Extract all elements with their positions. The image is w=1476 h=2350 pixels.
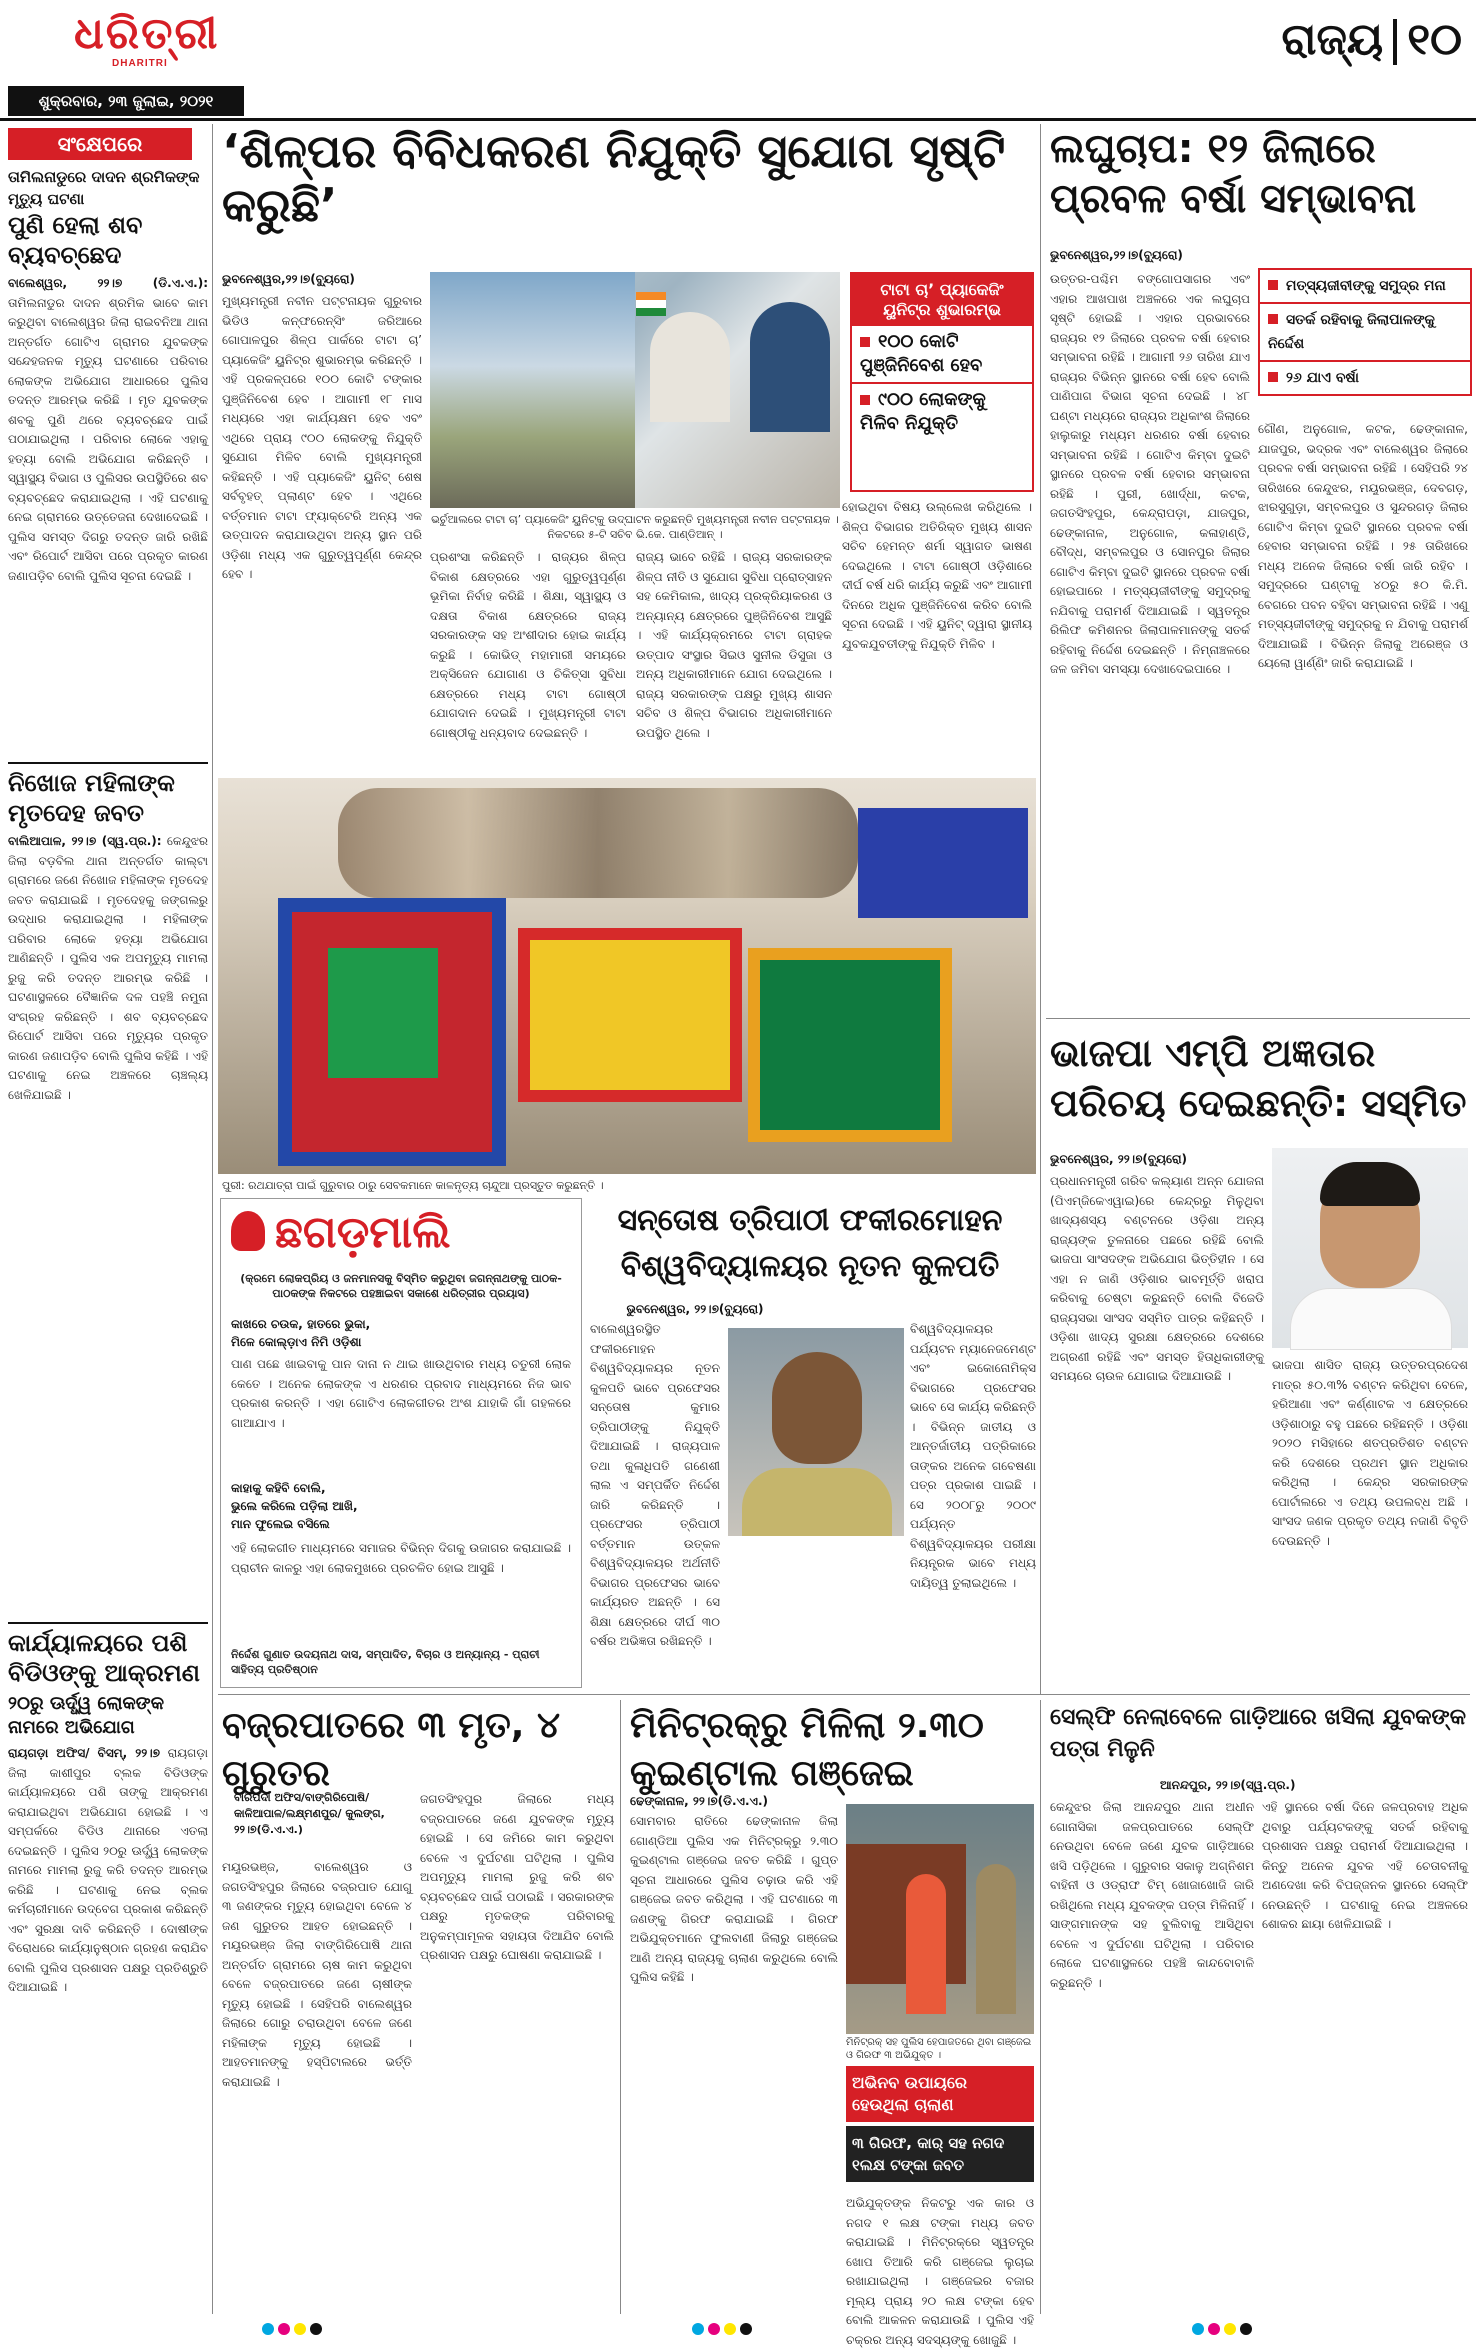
vc-body-col-1: ବାଲେଶ୍ୱରସ୍ଥିତ ଫକୀରମୋହନ ବିଶ୍ୱବିଦ୍ୟାଳୟର ନୂତନ କୁଳପତି ଭାବେ ପ୍ରଫେସର ସନ୍ତୋଷ କୁମାର ତ୍ରିପାଠୀଙ୍କୁ ନିଯୁକ୍ତି ଦିଆଯାଇଛି । ରାଜ୍ୟପାଳ ତଥା କୁଳାଧିପତି ଗଣେଶୀ ଲାଲ ଏ ସମ୍ପର୍କିତ ନିର୍ଦ୍ଦେଶ ଜାରି କରିଛନ୍ତି । ପ୍ରଫେସର ତ୍ରିପାଠୀ ବର୍ତ୍ତମାନ ଉତ୍କଳ ବିଶ୍ୱବିଦ୍ୟାଳୟର ଅର୍ଥନୀତି ବିଭାଗର ପ୍ରଫେସର ଭାବେ କାର୍ଯ୍ୟରତ ଅଛନ୍ତି । ସେ ଶିକ୍ଷା କ୍ଷେତ୍ରରେ ଦୀର୍ଘ ୩୦ ବର୍ଷର ଅଭିଜ୍ଞତା ରଖିଛନ୍ତି । xyxy=(590,1322,720,1648)
chhagadmali-intro: କାଖରେ ଚଉକ, ହାତରେ ଭୁକା, xyxy=(231,1317,371,1331)
magenta-dot xyxy=(708,2323,720,2335)
ganja-headline: ମିନିଟ୍ରକ୍‌ରୁ ମିଳିଲା ୨.୩୦ କୁଇଣ୍ଟାଲ ଗଞ୍ଜେଇ xyxy=(630,1705,984,1794)
newspaper-logo-sub: DHARITRI xyxy=(112,58,168,69)
ganja-box-2 xyxy=(846,2126,1034,2182)
lead-body-col-4: ହୋଇଥିବା ବିଷୟ ଉଲ୍ଲେଖ କରିଥିଲେ । ଶିଳ୍ପ ବିଭାଗର ଅତିରିକ୍ତ ମୁଖ୍ୟ ଶାସନ ସଚିବ ହେମନ୍ତ ଶର୍ମା ସ୍ୱାଗତ ଭାଷଣ ଦେଇଥିଲେ । ଟାଟା ଗୋଷ୍ଠୀ ଓଡ଼ିଶାରେ ଦୀର୍ଘ ବର୍ଷ ଧରି କାର୍ଯ୍ୟ କରୁଛି ଏବଂ ଆଗାମୀ ଦିନରେ ଅଧିକ ପୁଞ୍ଜିନିବେଶ କରିବ ବୋଲି ସୂଚନା ଦେଇଛି । ଏହି ୟୁନିଟ୍ ଦ୍ୱାରା ସ୍ଥାନୀୟ ଯୁବକଯୁବତୀଙ୍କୁ ନିଯୁକ୍ତି ମିଳିବ । xyxy=(842,500,1032,651)
lead-body-col-2: ପ୍ରଶଂସା କରିଛନ୍ତି । ରାଜ୍ୟର ଶିଳ୍ପ ବିକାଶ କ୍ଷେତ୍ରରେ ଏହା ଗୁରୁତ୍ୱପୂର୍ଣ୍ଣ ଭୂମିକା ନିର୍ବାହ କରିଛି । ଶିକ୍ଷା, ସ୍ୱାସ୍ଥ୍ୟ ଓ ଦକ୍ଷତା ବିକାଶ କ୍ଷେତ୍ରରେ ରାଜ୍ୟ ସରକାରଙ୍କ ସହ ଅଂଶୀଦାର ହୋଇ କାର୍ଯ୍ୟ କରୁଛି । କୋଭିଡ୍ ମହାମାରୀ ସମୟରେ ଅକ୍ସିଜେନ ଯୋଗାଣ ଓ ଚିକିତ୍ସା ସୁବିଧା କ୍ଷେତ୍ରରେ ମଧ୍ୟ ଟାଟା ଗୋଷ୍ଠୀ ଯୋଗଦାନ ଦେଇଛି । ମୁଖ୍ୟମନ୍ତ୍ରୀ ଟାଟା ଗୋଷ୍ଠୀକୁ ଧନ୍ୟବାଦ ଦେଇଛନ୍ତି । xyxy=(430,550,626,740)
puri-photo-caption: ପୁରୀ: ରଥଯାତ୍ରା ପାଇଁ ଗୁରୁବାର ଠାରୁ ସେବକମାନେ କାଳନୃତ୍ୟ ଚାନ୍ଦୁଆ ପ୍ରସ୍ତୁତ କରୁଛନ୍ତି । xyxy=(222,1179,604,1192)
indian-flag-image xyxy=(636,292,666,316)
rain-dateline: ଭୁବନେଶ୍ୱର,୨୨।୭(ବ୍ୟୁରୋ) xyxy=(1050,248,1183,262)
vc-shirt-image xyxy=(742,1468,892,1536)
print-registration-bar xyxy=(0,2318,1476,2339)
rain-body-col-1: ଉତ୍ତର-ପଶ୍ଚିମ ବଙ୍ଗୋପସାଗର ଏବଂ ଏହାର ଆଖପାଖ ଅଞ୍ଚଳରେ ଏକ ଲଘୁଚାପ ସୃଷ୍ଟି ହୋଇଛି । ଏହାର ପ୍ରଭାବରେ ରାଜ୍ୟର ୧୨ ଜିଲାରେ ପ୍ରବଳ ବର୍ଷା ହେବାର ସମ୍ଭାବନା ରହିଛି । ଆଗାମୀ ୨୬ ତାରିଖ ଯାଏ ରାଜ୍ୟର ବିଭିନ୍ନ ସ୍ଥାନରେ ବର୍ଷା ହେବ ବୋଲି ପାଣିପାଗ ବିଭାଗ ସୂଚନା ଦେଇଛି । ୪୮ ଘଣ୍ଟା ମଧ୍ୟରେ ରାଜ୍ୟର ଅଧିକାଂଶ ଜିଲାରେ ହାଲୁକାରୁ ମଧ୍ୟମ ଧରଣର ବର୍ଷା ହେବାର ସମ୍ଭାବନା ରହିଛି । ଗୋଟିଏ କିମ୍ବା ଦୁଇଟି ସ୍ଥାନରେ ପ୍ରବଳ ବର୍ଷା ହେବାର ସମ୍ଭାବନା ରହିଛି । ପୁରୀ, ଖୋର୍ଦ୍ଧା, କଟକ, ଜଗତସିଂହପୁର, କେନ୍ଦ୍ରାପଡ଼ା, ଯାଜପୁର, ଢେଙ୍କାନାଳ, ଅନୁଗୋଳ, କଳାହାଣ୍ଡି, ବୌଦ୍ଧ, ସମ୍ବଲପୁର ଓ ସୋନପୁର ଜିଲାର ଗୋଟିଏ କିମ୍ବା ଦୁଇଟି ସ୍ଥାନରେ ପ୍ରବଳ ବର୍ଷା ହୋଇପାରେ । ମତ୍ସ୍ୟଜୀବୀଙ୍କୁ ସମୁଦ୍ରକୁ ନଯିବାକୁ ପରାମର୍ଶ ଦିଆଯାଇଛି । ସ୍ୱତନ୍ତ୍ର ରିଲିଫ କମିଶନର ଜିଲାପାଳମାନଙ୍କୁ ସତର୍କ ରହିବାକୁ ନିର୍ଦ୍ଦେଶ ଦେଇଛନ୍ତି । ନିମ୍ନାଞ୍ଚଳରେ ଜଳ ଜମିବା ସମସ୍ୟା ଦେଖାଦେଇପାରେ । xyxy=(1050,272,1250,676)
mp-shirt-image xyxy=(1290,1288,1452,1350)
vc-headline: ସନ୍ତୋଷ ତ୍ରିପାଠୀ ଫକୀରମୋହନ ବିଶ୍ୱବିଦ୍ୟାଳୟର ନୂତନ କୁଳପତି xyxy=(617,1203,1003,1284)
sidebar-story-3-dateline: ରାୟଗଡ଼ା ଅଫିସ/ ବିସମ୍, ୨୨।୭ xyxy=(8,1746,160,1760)
youth-headline: ସେଲ୍ଫି ନେଲାବେଳେ ଗାଡ଼ିଆରେ ଖସିଲା ଯୁବକଙ୍କ ପତ୍ତା ମିଳୁନି xyxy=(1050,1705,1466,1762)
yellow-dot xyxy=(294,2323,306,2335)
mp-top-rule xyxy=(1046,1018,1470,1019)
masthead xyxy=(0,0,1476,118)
lightning-column-rule xyxy=(620,1700,621,2314)
briefs-tag: ସଂକ୍ଷେପରେ xyxy=(8,128,192,160)
sidebar-story-1 xyxy=(8,166,208,764)
header-divider xyxy=(1393,19,1397,65)
cmyk-marks-left xyxy=(260,2320,324,2339)
chhagadmali-line-4: ମାନ ଫୁଲେଇ ବସିଲେ xyxy=(231,1517,330,1531)
ganja-column-rule xyxy=(1040,1700,1041,2314)
lightning-body-col-2: ଜଗତସିଂହପୁର ଜିଲାରେ ମଧ୍ୟ ବଜ୍ରପାତରେ ଜଣେ ଯୁବକଙ୍କ ମୃତ୍ୟୁ ହୋଇଛି । ସେ ଜମିରେ କାମ କରୁଥିବା ବେଳେ ଏ ଦୁର୍ଘଟଣା ଘଟିଥିଲା । ପୁଲିସ ଅପମୃତ୍ୟୁ ମାମଲା ରୁଜୁ କରି ଶବ ବ୍ୟବଚ୍ଛେଦ ପାଇଁ ପଠାଇଛି । ସରକାରଙ୍କ ପକ୍ଷରୁ ମୃତକଙ୍କ ପରିବାରକୁ ଅନୁକମ୍ପାମୂଳକ ସହାୟତା ଦିଆଯିବ ବୋଲି ପ୍ରଶାସନ ପକ୍ଷରୁ ଘୋଷଣା କରାଯାଇଛି । xyxy=(420,1792,614,1962)
rain-highlight-2: ସତର୍କ ରହିବାକୁ ଜିଲାପାଳଙ୍କୁ ନିର୍ଦ୍ଦେଶ xyxy=(1260,304,1470,362)
sidebar-story-2-dateline: ବାଲିଆପାଳ, ୨୨।୭ (ସ୍ୱ.ପ୍ର.): xyxy=(8,834,162,848)
chhagadmali-body: ପାଣ ପଛେ ଖାଇବାକୁ ପାନ ଦାନା ନ ଥାଇ ଖାଉଥିବାର ମଧ୍ୟ ଚତୁରୀ ଲୋକ କେତେ । ଅନେକ ଲୋକଙ୍କ ଏ ଧରଣର ପ୍ରବାଦ ମାଧ୍ୟମରେ ନିଜ ଭାବ ପ୍ରକାଶ କରନ୍ତି । ଏହା ଗୋଟିଏ ଲୋକଗୀତର ଅଂଶ ଯାହାକି ଗାଁ ଗହଳରେ ଗାଆଯାଏ । xyxy=(231,1357,571,1430)
rain-body-col-2: ଗୌଣ, ଅନୁଗୋଳ, କଟକ, ଢେଙ୍କାନାଳ, ଯାଜପୁର, ଭଦ୍ରକ ଏବଂ ବାଲେଶ୍ୱର ଜିଲାରେ ପ୍ରବଳ ବର୍ଷା ସମ୍ଭାବନା ରହିଛି । ସେହିପରି ୨୪ ତାରିଖରେ କେନ୍ଦୁଝର, ମୟୂରଭଞ୍ଜ, ଦେବଗଡ଼, ଝାରସୁଗୁଡ଼ା, ସମ୍ବଲପୁର ଓ ସୁନ୍ଦରଗଡ଼ ଜିଲାର ଗୋଟିଏ କିମ୍ବା ଦୁଇଟି ସ୍ଥାନରେ ପ୍ରବଳ ବର୍ଷା ହେବାର ସମ୍ଭାବନା ରହିଛି । ୨୫ ତାରିଖରେ ମଧ୍ୟ ଅନେକ ଜିଲାରେ ବର୍ଷା ଜାରି ରହିବ । ସମୁଦ୍ରରେ ଘଣ୍ଟାକୁ ୪୦ରୁ ୫୦ କି.ମି. ବେଗରେ ପବନ ବହିବା ସମ୍ଭାବନା ରହିଛି । ଏଣୁ ମତ୍ସ୍ୟଜୀବୀଙ୍କୁ ସମୁଦ୍ରକୁ ନ ଯିବାକୁ ପରାମର୍ଶ ଦିଆଯାଇଛି । ବିଭିନ୍ନ ଜିଲାକୁ ଅରେଞ୍ଜ ଓ ୟେଲୋ ୱାର୍ଣ୍ଣିଂ ଜାରି କରାଯାଇଛି । xyxy=(1258,422,1468,670)
tata-highlight-1: ୧୦୦ କୋଟି ପୁଞ୍ଜିନିବେଶ ହେବ xyxy=(852,326,1032,384)
sidebar-story-1-kicker: ତାମିଲନାଡୁରେ ଦାଦନ ଶ୍ରମିକଙ୍କ ମୃତ୍ୟୁ ଘଟଣା xyxy=(8,168,200,208)
lead-headline: ‘ଶିଳ୍ପର ବିବିଧକରଣ ନିଯୁକ୍ତି ସୁଯୋଗ ସୃଷ୍ଟି କରୁଛି’ xyxy=(222,124,1006,232)
tata-highlights-title: ଟାଟା ଚା’ ପ୍ୟାକେଜିଂ ୟୁନିଟ୍‌ର ଶୁଭାରମ୍ଭ xyxy=(852,274,1032,326)
mp-body-col-2: ଭାଜପା ଶାସିତ ରାଜ୍ୟ ଉତ୍ତରପ୍ରଦେଶ ମାତ୍ର ୫୦.୩% ବଣ୍ଟନ କରିଥିବା ବେଳେ, ହରିଆଣା ଏବଂ କର୍ଣ୍ଣାଟକ ଏ କ୍ଷେତ୍ରରେ ଓଡ଼ିଶାଠାରୁ ବହୁ ପଛରେ ରହିଛନ୍ତି । ଓଡ଼ିଶା ୨୦୨୦ ମସିହାରେ ଶତପ୍ରତିଶତ ବଣ୍ଟନ କରି ଦେଶରେ ପ୍ରଥମ ସ୍ଥାନ ଅଧିକାର କରିଥିଲା । କେନ୍ଦ୍ର ସରକାରଙ୍କ ପୋର୍ଟାଲରେ ଏ ତଥ୍ୟ ଉପଲବ୍ଧ ଅଛି । ସାଂସଦ ଜଣକ ପ୍ରକୃତ ତଥ୍ୟ ନଜାଣି ବିବୃତି ଦେଉଛନ୍ତି । xyxy=(1272,1358,1468,1548)
magenta-dot xyxy=(1208,2323,1220,2335)
sidebar-divider-2 xyxy=(8,1622,208,1624)
ganja-box-1-text: ଅଭିନବ ଉପାୟରେ ହେଉଥିଲା ଚାଲାଣ xyxy=(852,2073,968,2114)
section-name: ରାଜ୍ୟ xyxy=(1281,14,1384,65)
mp-dateline: ଭୁବନେଶ୍ୱର, ୨୨।୭(ବ୍ୟୁରୋ) xyxy=(1050,1152,1188,1166)
rain-highlight-3: ୨୬ ଯାଏ ବର୍ଷା xyxy=(1260,362,1470,394)
black-dot xyxy=(310,2323,322,2335)
lightning-headline: ବଜ୍ରପାତରେ ୩ ମୃତ, ୪ ଗୁରୁତର xyxy=(222,1705,561,1794)
yellow-dot xyxy=(1224,2323,1236,2335)
rain-highlight-1: ମତ୍ସ୍ୟଜୀବୀଙ୍କୁ ସମୁଦ୍ର ମନା xyxy=(1260,270,1470,304)
cmyk-marks-right xyxy=(1190,2320,1254,2339)
mp-body-col-1: ପ୍ରଧାନମନ୍ତ୍ରୀ ଗରିବ କଲ୍ୟାଣ ଅନ୍ନ ଯୋଜନା (ପିଏମ୍‌ଜିକେଏୱାଇ)ରେ କେନ୍ଦ୍ରରୁ ମିଳୁଥିବା ଖାଦ୍ୟଶସ୍ୟ ବଣ୍ଟନରେ ଓଡ଼ିଶା ଅନ୍ୟ ରାଜ୍ୟଙ୍କ ତୁଳନାରେ ପଛରେ ରହିଛି ବୋଲି ଭାଜପା ସାଂସଦଙ୍କ ଅଭିଯୋଗ ଭିତ୍ତିହୀନ । ସେ ଏହା ନ ଜାଣି ଓଡ଼ିଶାର ଭାବମୂର୍ତ୍ତି ଖରାପ କରିବାକୁ ଚେଷ୍ଟା କରୁଛନ୍ତି ବୋଲି ବିଜେଡି ରାଜ୍ୟସଭା ସାଂସଦ ସସ୍ମିତ ପାତ୍ର କହିଛନ୍ତି । ଓଡ଼ିଶା ଖାଦ୍ୟ ସୁରକ୍ଷା କ୍ଷେତ୍ରରେ ଦେଶରେ ଅଗ୍ରଣୀ ରହିଛି ଏବଂ ସମସ୍ତ ହିତାଧିକାରୀଙ୍କୁ ସମୟରେ ଚାଉଳ ଯୋଗାଇ ଦିଆଯାଉଛି । xyxy=(1050,1174,1264,1383)
mp-portrait xyxy=(1272,1148,1468,1348)
factory-image xyxy=(430,272,635,508)
lead-photo xyxy=(430,272,840,508)
lead-body-col-3: ରାଜ୍ୟ ଭାବେ ରହିଛି । ରାଜ୍ୟ ସରକାରଙ୍କ ଶିଳ୍ପ ନୀତି ଓ ସୁଯୋଗ ସୁବିଧା ପ୍ରୋତ୍ସାହନ ସହ କେମିକାଲ, ଖାଦ୍ୟ ପ୍ରକ୍ରିୟାକରଣ ଓ ଅନ୍ୟାନ୍ୟ କ୍ଷେତ୍ରରେ ପୁଞ୍ଜିନିବେଶ ଆସୁଛି । ଏହି କାର୍ଯ୍ୟକ୍ରମରେ ଟାଟା ଗ୍ରାହକ ଉତ୍ପାଦ ସଂସ୍ଥାର ସିଇଓ ସୁନୀଲ ଡିସୁଜା ଓ ଅନ୍ୟ ଅଧିକାରୀମାନେ ଯୋଗ ଦେଇଥିଲେ । ରାଜ୍ୟ ସରକାରଙ୍କ ପକ୍ଷରୁ ମୁଖ୍ୟ ଶାସନ ସଚିବ ଓ ଶିଳ୍ପ ବିଭାଗର ଅଧିକାରୀମାନେ ଉପସ୍ଥିତ ଥିଲେ । xyxy=(636,550,832,740)
chhagadmali-subhead: ମିଳେ କୋଲ୍ଡ଼ାଏ ନିମି ଓଡ଼ିଶା xyxy=(231,1335,362,1349)
youth-dateline: ଆନନ୍ଦପୁର, ୨୨।୭(ସ୍ୱ.ପ୍ର.) xyxy=(1160,1778,1296,1792)
cloth-green-panel-2 xyxy=(748,948,952,1142)
chief-minister-image xyxy=(650,312,730,422)
lightning-dateline: ବାରିପଦା ଅଫିସ/ବାଙ୍ଗିରିପୋଷି/ କାଳିଆପାଳ/ଲକ୍ଷ୍ମଣପୁର/ କୁଲଙ୍ଗ, ୨୨।୭(ଡି.ଏ.ଏ.) xyxy=(234,1791,385,1836)
chhagadmali-tagline: (କ୍ରମେ ଲୋକପ୍ରିୟ ଓ ଜନମାନସକୁ ବିସ୍ମିତ କରୁଥିବା ଜଗନ୍ନାଥଙ୍କୁ ପାଠକ-ପାଠକଙ୍କ ନିକଟରେ ପହଞ୍ଚାଇବା ସକାଶେ ଧରିତ୍ରୀର ପ୍ରୟାସ) xyxy=(240,1272,562,1300)
chhagadmali-credit: ନିର୍ଦ୍ଦେଶ ଗୁଣାତ ଉଦୟନାଥ ଦାସ, ସମ୍ପାଦିତ, ବିଚାର ଓ ଅନ୍ୟାନ୍ୟ - ପ୍ରାଚୀ ସାହିତ୍ୟ ପ୍ରତିଷ୍ଠାନ xyxy=(231,1648,540,1676)
tata-highlight-2: ୯୦୦ ଲୋକଙ୍କୁ ମିଳିବ ନିଯୁକ୍ତି xyxy=(852,384,1032,440)
jester-icon xyxy=(231,1211,265,1251)
chhagadmali-body-2: ଏହି ଲୋକଗୀତ ମାଧ୍ୟମରେ ସମାଜର ବିଭିନ୍ନ ଦିଗକୁ ଉଜାଗର କରାଯାଇଛି । ପ୍ରାଚୀନ କାଳରୁ ଏହା ଲୋକମୁଖରେ ପ୍ରଚଳିତ ହୋଇ ଆସୁଛି । xyxy=(231,1541,571,1575)
lead-dateline: ଭୁବନେଶ୍ୱର,୨୨।୭(ବ୍ୟୁରୋ) xyxy=(222,272,355,286)
chhagadmali-line-3: ଭୁଲେ କରିଲେ ପଡ଼ିଲା ଆଖି, xyxy=(231,1499,358,1513)
police-officer-image xyxy=(976,1864,1016,2014)
ganja-box-2-text: ୩ ଗିରଫ, କାର୍ ସହ ନଗଦ ୧ଲକ୍ଷ ଟଙ୍କା ଜବତ xyxy=(852,2134,1005,2174)
cloth-green-panel xyxy=(328,948,438,1078)
vc-portrait xyxy=(728,1328,904,1536)
chhagadmali-title: ଛଗଡ଼ମାଲି xyxy=(275,1207,451,1258)
mp-headline: ଭାଜପା ଏମ୍ପି ଅଜ୍ଞତାର ପରିଚୟ ଦେଇଛନ୍ତି: ସସ୍ମିତ xyxy=(1050,1031,1467,1125)
cloth-yellow-panel xyxy=(518,928,742,1102)
craftsmen-image xyxy=(338,788,858,898)
ganja-photo-caption: ମିନିଟ୍ରକ୍ ସହ ପୁଲିସ ହେପାଜତରେ ଥିବା ଗଞ୍ଜେଇ ଓ ଗିରଫ ୩ ଅଭିଯୁକ୍ତ । xyxy=(846,2037,1032,2061)
masthead-rule xyxy=(0,118,1476,121)
lead-body-col-1: ମୁଖ୍ୟମନ୍ତ୍ରୀ ନବୀନ ପଟ୍ଟନାୟକ ଗୁରୁବାର ଭିଡିଓ କନ୍‌ଫରେନ୍ସିଂ ଜରିଆରେ ଗୋପାଳପୁର ଶିଳ୍ପ ପାର୍କରେ ଟାଟା ଚା’ ପ୍ୟାକେଜିଂ ୟୁନିଟ୍‌ର ଶୁଭାରମ୍ଭ କରିଛନ୍ତି । ଏହି ପ୍ରକଳ୍ପରେ ୧୦୦ କୋଟି ଟଙ୍କାର ପୁଞ୍ଜିନିବେଶ ହେବ । ଆଗାମୀ ୧୮ ମାସ ମଧ୍ୟରେ ଏହା କାର୍ଯ୍ୟକ୍ଷମ ହେବ ଏବଂ ଏଥିରେ ପ୍ରାୟ ୯୦୦ ଲୋକଙ୍କୁ ନିଯୁକ୍ତି ସୁଯୋଗ ମିଳିବ ବୋଲି ମୁଖ୍ୟମନ୍ତ୍ରୀ କହିଛନ୍ତି । ଏହି ପ୍ୟାକେଜିଂ ୟୁନିଟ୍ ଶେଷ ସର୍ବବୃହତ୍ ପ୍ଲାଣ୍ଟ ହେବ । ଏଥିରେ ବର୍ତ୍ତମାନ ଟାଟା ଫ୍ୟାକ୍ଟେରି ଅନ୍ୟ ଏକ ଉତ୍ପାଦନ କରାଯାଉଥିବା ଅନ୍ୟ ସ୍ଥାନ ପରି ଓଡ଼ିଶା ମଧ୍ୟ ଏକ ଗୁରୁତ୍ୱପୂର୍ଣ୍ଣ କେନ୍ଦ୍ର ହେବ । xyxy=(222,294,422,581)
newspaper-logo: ଧରିତ୍ରୀ xyxy=(74,8,220,59)
cyan-dot xyxy=(262,2323,274,2335)
vc-body-col-2: ବିଶ୍ୱବିଦ୍ୟାଳୟର ପର୍ଯ୍ୟଟନ ମ୍ୟାନେଜମେଣ୍ଟ ଏବଂ ଇକୋନୋମିକ୍‌ସ ବିଭାଗରେ ପ୍ରଫେସର ଭାବେ ସେ କାର୍ଯ୍ୟ କରିଛନ୍ତି । ବିଭିନ୍ନ ଜାତୀୟ ଓ ଆନ୍ତର୍ଜାତୀୟ ପତ୍ରିକାରେ ତାଙ୍କର ଅନେକ ଗବେଷଣା ପତ୍ର ପ୍ରକାଶ ପାଇଛି । ସେ ୨୦୦୮ରୁ ୨୦୦୯ ପର୍ଯ୍ୟନ୍ତ ବିଶ୍ୱବିଦ୍ୟାଳୟର ପରୀକ୍ଷା ନିୟନ୍ତ୍ରକ ଭାବେ ମଧ୍ୟ ଦାୟିତ୍ୱ ତୁଲାଇଥିଲେ । xyxy=(910,1322,1036,1590)
vc-dateline: ଭୁବନେଶ୍ୱର, ୨୨।୭(ବ୍ୟୁରୋ) xyxy=(626,1302,764,1316)
sidebar-story-3-body: ରାୟଗଡ଼ା ଜିଲା କାଶୀପୁର ବ୍ଲକ ବିଡିଓଙ୍କ କାର୍ଯ୍ୟାଳୟରେ ପଶି ତାଙ୍କୁ ଆକ୍ରମଣ କରାଯାଇଥିବା ଅଭିଯୋଗ ହୋଇଛି । ଏ ସମ୍ପର୍କରେ ବିଡିଓ ଥାନାରେ ଏତଲା ଦେଇଛନ୍ତି । ପୁଲିସ ୨୦ରୁ ଊର୍ଦ୍ଧ୍ୱ ଲୋକଙ୍କ ନାମରେ ମାମଲା ରୁଜୁ କରି ତଦନ୍ତ ଆରମ୍ଭ କରିଛି । ଘଟଣାକୁ ନେଇ ବ୍ଲକ କର୍ମଚାରୀମାନେ ଉଦ୍‌ବେଗ ପ୍ରକାଶ କରିଛନ୍ତି ଏବଂ ସୁରକ୍ଷା ଦାବି କରିଛନ୍ତି । ଦୋଷୀଙ୍କ ବିରୋଧରେ କାର୍ଯ୍ୟାନୁଷ୍ଠାନ ଗ୍ରହଣ କରାଯିବ ବୋଲି ପୁଲିସ ପ୍ରଶାସନ ପକ୍ଷରୁ ପ୍ରତିଶ୍ରୁତି ଦିଆଯାଇଛି । xyxy=(8,1746,208,1994)
bottom-section-rule xyxy=(218,1694,1470,1695)
right-column-rule xyxy=(1040,124,1041,1694)
sidebar-story-3-subhead: ୨୦ରୁ ଊର୍ଦ୍ଧ୍ୱ ଲୋକଙ୍କ ନାମରେ ଅଭିଯୋଗ xyxy=(8,1693,164,1738)
rain-highlights-box xyxy=(1258,268,1472,396)
magenta-dot xyxy=(278,2323,290,2335)
sidebar-story-1-dateline: ବାଲେଶ୍ୱର, ୨୨।୭ (ଡି.ଏ.ଏ.): xyxy=(8,276,208,290)
puri-photo xyxy=(218,778,1036,1174)
lightning-body-col-1: ମୟୂରଭଞ୍ଜ, ବାଲେଶ୍ୱର ଓ ଜଗତସିଂହପୁର ଜିଲାରେ ବଜ୍ରପାତ ଯୋଗୁ ୩ ଜଣଙ୍କର ମୃତ୍ୟୁ ହୋଇଥିବା ବେଳେ ୪ ଜଣ ଗୁରୁତର ଆହତ ହୋଇଛନ୍ତି । ମୟୂରଭଞ୍ଜ ଜିଲା ବାଙ୍ଗିରିପୋଷି ଥାନା ଅନ୍ତର୍ଗତ ଗ୍ରାମରେ ଚାଷ କାମ କରୁଥିବା ବେଳେ ବଜ୍ରପାତରେ ଜଣେ ଚାଷୀଙ୍କ ମୃତ୍ୟୁ ହୋଇଛି । ସେହିପରି ବାଲେଶ୍ୱର ଜିଲାରେ ଗୋରୁ ଚରାଉଥିବା ବେଳେ ଜଣେ ମହିଳାଙ୍କ ମୃତ୍ୟୁ ହୋଇଛି । ଆହତମାନଙ୍କୁ ହସ୍ପିଟାଲରେ ଭର୍ତ୍ତି କରାଯାଇଛି । xyxy=(222,1860,412,2089)
black-dot xyxy=(740,2323,752,2335)
chhagadmali-box xyxy=(220,1198,582,1688)
sidebar-story-2 xyxy=(8,768,208,1622)
accused-image xyxy=(906,1874,946,2014)
sidebar-story-3-headline: କାର୍ଯ୍ୟାଳୟରେ ପଶି ବିଡିଓଙ୍କୁ ଆକ୍ରମଣ xyxy=(8,1629,200,1687)
ganja-dateline: ଢେଙ୍କାନାଳ, ୨୨।୭(ଡି.ଏ.ଏ.) xyxy=(630,1794,769,1808)
mp-hair-image xyxy=(1320,1162,1420,1206)
page-number: ୧୦ xyxy=(1407,14,1462,65)
sidebar-story-1-body: ତାମିଲନାଡୁର ଦାଦନ ଶ୍ରମିକ ଭାବେ କାମ କରୁଥିବା ବାଲେଶ୍ୱର ଜିଲା ରାଇବନିଆ ଥାନା ଅନ୍ତର୍ଗତ ଗୋଟିଏ ଗ୍ରାମର ଯୁବକଙ୍କ ସନ୍ଦେହଜନକ ମୃତ୍ୟୁ ଘଟଣାରେ ପରିବାର ଲୋକଙ୍କ ଅଭିଯୋଗ ଆଧାରରେ ପୁଲିସ ତଦନ୍ତ ଆରମ୍ଭ କରିଛି । ମୃତ ଯୁବକଙ୍କ ଶବକୁ ପୁଣି ଥରେ ବ୍ୟବଚ୍ଛେଦ ପାଇଁ ପଠାଯାଇଥିଲା । ପରିବାର ଲୋକେ ଏହାକୁ ହତ୍ୟା ବୋଲି ଅଭିଯୋଗ କରିଛନ୍ତି । ସ୍ୱାସ୍ଥ୍ୟ ବିଭାଗ ଓ ପୁଲିସର ଉପସ୍ଥିତିରେ ଶବ ବ୍ୟବଚ୍ଛେଦ କରାଯାଇଥିଲା । ଏହି ଘଟଣାକୁ ନେଇ ଗ୍ରାମରେ ଉତ୍ତେଜନା ଦେଖାଦେଇଛି । ପୁଲିସ ସମସ୍ତ ଦିଗରୁ ତଦନ୍ତ ଜାରି ରଖିଛି ଏବଂ ରିପୋର୍ଟ ଆସିବା ପରେ ପ୍ରକୃତ କାରଣ ଜଣାପଡ଼ିବ ବୋଲି ପୁଲିସ ସୂଚନା ଦେଇଛି । xyxy=(8,295,208,583)
ganja-photo xyxy=(846,1804,1034,2034)
youth-body-col-1: କେନ୍ଦୁଝର ଜିଲା ଆନନ୍ଦପୁର ଥାନା ଅଧୀନ ଗୋନାସିକା ଜଳପ୍ରପାତରେ ସେଲ୍ଫି ନେଉଥିବା ବେଳେ ଜଣେ ଯୁବକ ଗାଡ଼ିଆରେ ଖସି ପଡ଼ିଥିଲେ । ଗୁରୁବାର ସକାଳୁ ଅଗ୍ନିଶମ ବାହିନୀ ଓ ଓଡ୍ରାଫ ଟିମ୍ ଖୋଜାଖୋଜି ଜାରି ରଖିଥିଲେ ମଧ୍ୟ ଯୁବକଙ୍କ ପତ୍ତା ମିଳିନାହିଁ । ସାଙ୍ଗମାନଙ୍କ ସହ ବୁଲିବାକୁ ଆସିଥିବା ବେଳେ ଏ ଦୁର୍ଘଟଣା ଘଟିଥିଲା । ପରିବାର ଲୋକେ ଘଟଣାସ୍ଥଳରେ ପହଞ୍ଚି କାନ୍ଦବୋବାଳି କରୁଛନ୍ତି । xyxy=(1050,1800,1254,1990)
sidebar-story-2-headline: ନିଖୋଜ ମହିଳାଙ୍କ ମୃତଦେହ ଜବତ xyxy=(8,769,175,827)
black-dot xyxy=(1240,2323,1252,2335)
sidebar-column-rule xyxy=(212,124,213,2314)
ganja-box-1 xyxy=(846,2066,1034,2122)
sidebar-story-1-headline: ପୁଣି ହେଲା ଶବ ବ୍ୟବଚ୍ଛେଦ xyxy=(8,211,143,269)
rain-headline: ଲଘୁଚାପ: ୧୨ ଜିଲାରେ ପ୍ରବଳ ବର୍ଷା ସମ୍ଭାବନା xyxy=(1050,126,1417,222)
ganja-body-col-1: ସୋମବାର ରାତିରେ ଢେଙ୍କାନାଳ ଜିଲା ଗୋଣ୍ଡିଆ ପୁଲିସ ଏକ ମିନିଟ୍ରକ୍‌ରୁ ୨.୩୦ କୁଇଣ୍ଟାଲ ଗଞ୍ଜେଇ ଜବତ କରିଛି । ଗୁପ୍ତ ସୂଚନା ଆଧାରରେ ପୁଲିସ ଚଢ଼ାଉ କରି ଏହି ଗଞ୍ଜେଇ ଜବତ କରିଥିଲା । ଏହି ଘଟଣାରେ ୩ ଜଣଙ୍କୁ ଗିରଫ କରାଯାଇଛି । ଗିରଫ ଅଭିଯୁକ୍ତମାନେ ଫୁଲବାଣୀ ଜିଲାରୁ ଗଞ୍ଜେଇ ଆଣି ଅନ୍ୟ ରାଜ୍ୟକୁ ଚାଲାଣ କରୁଥିଲେ ବୋଲି ପୁଲିସ କହିଛି । xyxy=(630,1814,838,1984)
lead-photo-caption: ଭର୍ଚୁଆଲରେ ଟାଟା ଚା’ ପ୍ୟାକେଜିଂ ୟୁନିଟ୍‌କୁ ଉଦ୍‌ଘାଟନ କରୁଛନ୍ତି ମୁଖ୍ୟମନ୍ତ୍ରୀ ନବୀନ ପଟ୍ଟନାୟକ । ନିକଟରେ ୫-ଟି ସଚିବ ଭି.କେ. ପାଣ୍ଡିଆନ୍ । xyxy=(431,513,839,541)
cloth-blue-panel xyxy=(858,808,1028,918)
sidebar-divider-1 xyxy=(8,762,208,764)
vc-face-image xyxy=(772,1352,862,1464)
sidebar-story-3 xyxy=(8,1628,208,2304)
sidebar-story-2-body: କେନ୍ଦୁଝର ଜିଲା ବଡ଼ବିଲ ଥାନା ଅନ୍ତର୍ଗତ କାଲ୍ଟା ଗ୍ରାମରେ ଜଣେ ନିଖୋଜ ମହିଳାଙ୍କ ମୃତଦେହ ଜବତ କରାଯାଇଛି । ମୃତଦେହକୁ ଜଙ୍ଗଲରୁ ଉଦ୍ଧାର କରାଯାଇଥିଲା । ମହିଳାଙ୍କ ପରିବାର ଲୋକେ ହତ୍ୟା ଅଭିଯୋଗ ଆଣିଛନ୍ତି । ପୁଲିସ ଏକ ଅପମୃତ୍ୟୁ ମାମଲା ରୁଜୁ କରି ତଦନ୍ତ ଆରମ୍ଭ କରିଛି । ଘଟଣାସ୍ଥଳରେ ବୈଜ୍ଞାନିକ ଦଳ ପହଞ୍ଚି ନମୁନା ସଂଗ୍ରହ କରିଛନ୍ତି । ଶବ ବ୍ୟବଚ୍ଛେଦ ରିପୋର୍ଟ ଆସିବା ପରେ ମୃତ୍ୟୁର ପ୍ରକୃତ କାରଣ ଜଣାପଡ଼ିବ ବୋଲି ପୁଲିସ କହିଛି । ଏହି ଘଟଣାକୁ ନେଇ ଅଞ୍ଚଳରେ ଚାଞ୍ଚଲ୍ୟ ଖେଳିଯାଇଛି । xyxy=(8,834,208,1102)
cyan-dot xyxy=(1192,2323,1204,2335)
yellow-dot xyxy=(724,2323,736,2335)
cmyk-marks-center xyxy=(690,2320,754,2339)
page-header xyxy=(1282,14,1462,65)
ganja-body-col-2: ଅଭିଯୁକ୍ତଙ୍କ ନିକଟରୁ ଏକ କାର ଓ ନଗଦ ୧ ଲକ୍ଷ ଟଙ୍କା ମଧ୍ୟ ଜବତ କରାଯାଇଛି । ମିନିଟ୍ରକ୍‌ରେ ସ୍ୱତନ୍ତ୍ର ଖୋପ ତିଆରି କରି ଗଞ୍ଜେଇ ଲୁଚାଇ ରଖାଯାଇଥିଲା । ଗଞ୍ଜେଇର ବଜାର ମୂଲ୍ୟ ପ୍ରାୟ ୨୦ ଲକ୍ଷ ଟଙ୍କା ହେବ ବୋଲି ଆକଳନ କରାଯାଉଛି । ପୁଲିସ ଏହି ଚକ୍ରର ଅନ୍ୟ ସଦସ୍ୟଙ୍କୁ ଖୋଜୁଛି । xyxy=(846,2196,1034,2347)
tata-highlights-box xyxy=(850,272,1034,492)
youth-body-col-2: ଏହି ସ୍ଥାନରେ ବର୍ଷା ଦିନେ ଜଳପ୍ରବାହ ଅଧିକ ଥିବାରୁ ପର୍ଯ୍ୟଟକଙ୍କୁ ସତର୍କ ରହିବାକୁ ପ୍ରଶାସନ ପକ୍ଷରୁ ପରାମର୍ଶ ଦିଆଯାଇଥିଲା । କିନ୍ତୁ ଅନେକ ଯୁବକ ଏହି ଚେତାବନୀକୁ ଅଣଦେଖା କରି ବିପଜ୍ଜନକ ସ୍ଥାନରେ ସେଲ୍ଫି ନେଉଛନ୍ତି । ଘଟଣାକୁ ନେଇ ଅଞ୍ଚଳରେ ଶୋକର ଛାୟା ଖେଳିଯାଇଛି । xyxy=(1262,1800,1468,1931)
official-image xyxy=(750,302,830,432)
chhagadmali-line-2: କାହାକୁ କହିବି ବୋଲି, xyxy=(231,1481,326,1495)
edition-date: ଶୁକ୍ରବାର, ୨୩ ଜୁଲାଇ, ୨୦୨୧ xyxy=(8,86,244,116)
cyan-dot xyxy=(692,2323,704,2335)
